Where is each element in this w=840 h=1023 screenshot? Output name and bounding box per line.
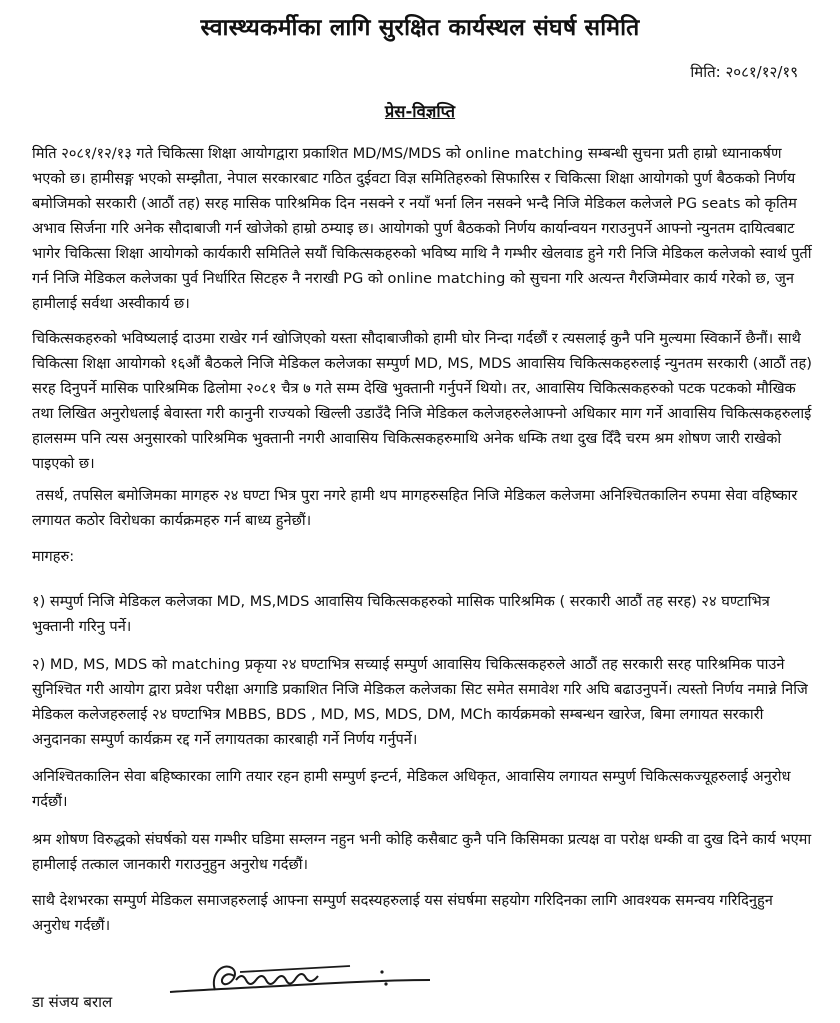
paragraph-appeal-strike: अनिश्चितकालिन सेवा बहिष्कारका लागि तयार रहन हामी सम्पुर्ण इन्टर्न, मेडिकल अधिकृत, आवासिय लगायत सम्पुर्ण चिकित्सकज्यूहरुलाई अनुरोध गर्दछौं। — [32, 768, 791, 810]
paragraph-appeal-societies: साथै देशभरका सम्पुर्ण मेडिकल समाजहरुलाई आफ्ना सम्पुर्ण सदस्यहरुलाई यस संघर्षमा सहयोग गरिदिनका लागि आवश्यक समन्वय गरिदिनुहुन अनुरोध गर्दछौं। — [32, 892, 773, 934]
press-release-heading: प्रेस-विज्ञप्ति — [384, 102, 456, 121]
paragraph-appeal-report: श्रम शोषण विरुद्धको संघर्षको यस गम्भीर घडिमा सम्लग्न नहुन भनी कोहि कसैबाट कुनै पनि किसिमका प्रत्यक्ष वा परोक्ष धम्की वा दुख दिने कार्य भएमा हामीलाई तत्काल जानकारी गराउनुहुन अनुरोध गर्दछौं। — [32, 831, 812, 873]
document-date: मिति: २०८१/१२/१९ — [690, 63, 798, 81]
demands-label: मागहरु: — [32, 548, 75, 565]
paragraph-2: चिकित्सकहरुको भविष्यलाई दाउमा राखेर गर्न खोजिएको यस्ता सौदाबाजीको हामी घोर निन्दा गर्दछौं र त्यसलाई कुनै पनि मुल्यमा स्विकार्ने छैनौं। साथै चिकित्सा शिक्षा आयोगको १६औं बैठकले निजि मेडिकल कलेजका सम्पुर्ण MD, MS, MDS आवासिय चिकित्सकहरुलाई न्युनतम सरकारी (आठौं तह) सरह दिनुपर्ने मासिक पारिश्रमिक ढिलोमा २०८१ चैत्र ७ गते सम्म देखि भुक्तानी गर्नुपर्ने थियो। तर, आवासिय चिकित्सकहरुको पटक पटकको मौखिक तथा लिखित अनुरोधलाई बेवास्ता गरी कानुनी राज्यको खिल्ली उडाउँदै निजि मेडिकल कलेजहरुलेआफ्नो अधिकार माग गर्ने आवासिय चिकित्सकहरुलाई हालसम्म पनि त्यस अनुसारको पारिश्रमिक भुक्तानी नगरी आवासिय चिकित्सकहरुमाथि अनेक धम्कि तथा दुख दिँदै चरम श्रम शोषण जारी राखेको पाइएको छ। — [32, 330, 812, 472]
handwritten-signature — [160, 950, 440, 1010]
signer-name: डा संजय बराल — [32, 993, 113, 1011]
demand-2: २) MD, MS, MDS को matching प्रकृया २४ घण्टाभित्र सच्याई सम्पुर्ण आवासिय चिकित्सकहरुले आठौं तह सरकारी सरह पारिश्रमिक पाउने सुनिश्चित गरी आयोग द्वारा प्रवेश परीक्षा अगाडि प्रकाशित निजि मेडिकल कलेजका सिट समेत समावेश गरि अघि बढाउनुपर्ने। त्यस्तो निर्णय नमान्ने निजि मेडिकल कलेजहरुलाई २४ घण्टाभित्र MBBS, BDS , MD, MS, MDS, DM, MCh कार्यक्रमको सम्बन्धन खारेज, बिमा लगायत सरकारी अनुदानका सम्पुर्ण कार्यक्रम रद्द गर्ने लगायतका कारबाही गर्ने निर्णय गर्नुपर्ने। — [32, 656, 808, 748]
paragraph-3: तसर्थ, तपसिल बमोजिमका मागहरु २४ घण्टा भित्र पुरा नगरे हामी थप मागहरुसहित निजि मेडिकल कलेजमा अनिश्चितकालिन रुपमा सेवा वहिष्कार लगायत कठोर विरोधका कार्यक्रमहरु गर्न बाध्य हुनेछौं। — [32, 487, 798, 529]
document-title: स्वास्थ्यकर्मीका लागि सुरक्षित कार्यस्थल संघर्ष समिति — [200, 15, 640, 41]
demand-1: १) सम्पुर्ण निजि मेडिकल कलेजका MD, MS,MDS आवासिय चिकित्सकहरुको मासिक पारिश्रमिक ( सरकारी आठौं तह सरह) २४ घण्टाभित्र भुक्तानी गरिनु पर्ने। — [32, 593, 770, 635]
paragraph-1: मिति २०८१/१२/१३ गते चिकित्सा शिक्षा आयोगद्वारा प्रकाशित MD/MS/MDS को online matching सम्बन्धी सुचना प्रती हाम्रो ध्यानाकर्षण भएको छ। हामीसङ्ग भएको सम्झौता, नेपाल सरकारबाट गठित दुईवटा विज्ञ समितिहरुको सिफारिस र चिकित्सा शिक्षा आयोगको पुर्ण बैठकको निर्णय बमोजिमको सरकारी (आठौं तह) सरह मासिक पारिश्रमिक दिन नसक्ने र नयाँ भर्ना लिन नसक्ने भन्दै निजि मेडिकल कलेजले PG seats को कृतिम अभाव सिर्जना गरि अनेक सौदाबाजी गर्न खोजेको हाम्रो ठम्याइ छ। आयोगको पुर्ण बैठकको निर्णय कार्यान्वयन गराउनुपर्ने आफ्नो न्युनतम दायित्वबाट भागेर चिकित्सा शिक्षा आयोगको कार्यकारी समितिले सयौं चिकित्सकहरुको भविष्य माथि नै गम्भीर खेलवाड हुने गरी निजि मेडिकल कलेजको स्वार्थ पुर्ती गर्न निजि मेडिकल कलेजका पुर्व निर्धारित सिटहरु नै नराखी PG को online matching को सुचना गरि अत्यन्त गैरजिम्मेवार कार्य गरेको छ, जुन हामीलाई सर्वथा अस्वीकार्य छ। — [32, 145, 812, 312]
